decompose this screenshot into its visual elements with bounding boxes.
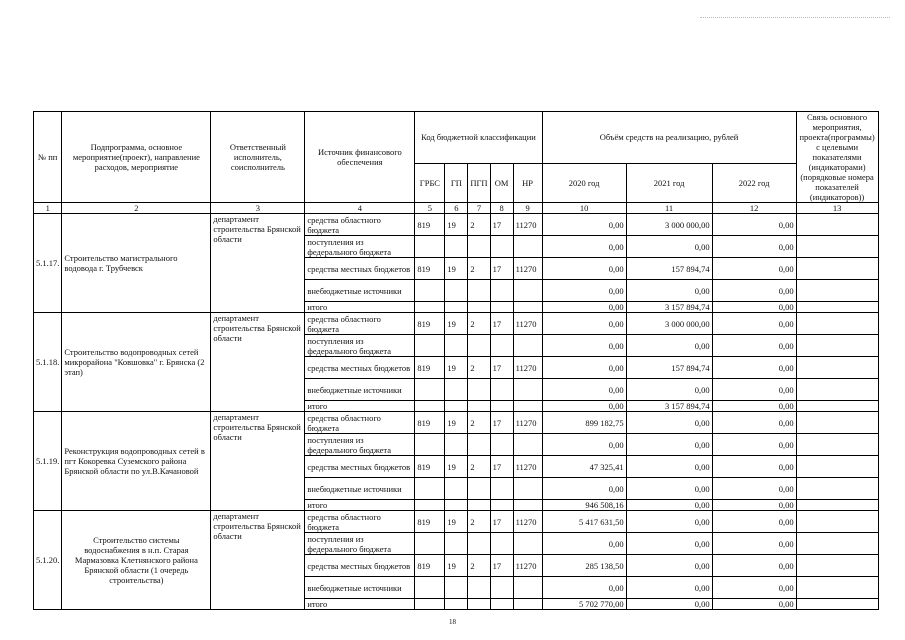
col-number: 5 (415, 203, 445, 214)
row-id: 5.1.20. (34, 511, 62, 610)
value-2022-cell: 0,00 (712, 236, 796, 258)
np-cell (513, 500, 542, 511)
value-2022-cell: 0,00 (712, 280, 796, 302)
gp-cell (445, 577, 468, 599)
om-cell (490, 335, 513, 357)
link-cell (796, 401, 878, 412)
header-num: № пп (34, 112, 62, 203)
pgp-cell: 2 (468, 258, 490, 280)
funding-table (33, 111, 879, 610)
link-cell (796, 500, 878, 511)
link-cell (796, 280, 878, 302)
link-cell (796, 313, 878, 335)
col-number: 3 (211, 203, 305, 214)
value-2022-cell: 0,00 (712, 214, 796, 236)
grbs-cell (415, 335, 445, 357)
value-2022-cell: 0,00 (712, 511, 796, 533)
value-2021-cell: 157 894,74 (626, 357, 712, 379)
pgp-cell (468, 379, 490, 401)
grbs-cell (415, 533, 445, 555)
value-2022-cell: 0,00 (712, 412, 796, 434)
table-row (34, 412, 879, 434)
link-cell (796, 379, 878, 401)
col-number: 10 (542, 203, 626, 214)
value-2022-cell: 0,00 (712, 434, 796, 456)
source-cell: внебюджетные источники (305, 379, 415, 401)
gp-cell (445, 434, 468, 456)
source-cell: итого (305, 401, 415, 412)
link-cell (796, 533, 878, 555)
value-2022-cell: 0,00 (712, 357, 796, 379)
om-cell: 17 (490, 357, 513, 379)
value-2020-cell: 0,00 (542, 577, 626, 599)
om-cell (490, 379, 513, 401)
header-om: ОМ (490, 163, 513, 202)
value-2020-cell: 0,00 (542, 313, 626, 335)
source-cell: средства местных бюджетов (305, 555, 415, 577)
source-cell: итого (305, 500, 415, 511)
om-cell (490, 236, 513, 258)
grbs-cell (415, 236, 445, 258)
np-cell (513, 599, 542, 610)
value-2020-cell: 0,00 (542, 533, 626, 555)
value-2022-cell: 0,00 (712, 302, 796, 313)
grbs-cell: 819 (415, 555, 445, 577)
om-cell (490, 577, 513, 599)
om-cell (490, 280, 513, 302)
header-link: Связь основного мероприятия, проекта(программы) с целевыми показателями (индикаторами) (порядковые номера показателей (индикаторов)) (796, 112, 878, 203)
gp-cell (445, 401, 468, 412)
np-cell (513, 302, 542, 313)
value-2022-cell: 0,00 (712, 379, 796, 401)
source-cell: средства местных бюджетов (305, 258, 415, 280)
program-name: Строительство магистрального водовода г. Трубчевск (62, 214, 211, 313)
program-name: Строительство водопроводных сетей микрорайона "Ковшовка" г. Брянска (2 этап) (62, 313, 211, 412)
grbs-cell (415, 379, 445, 401)
value-2021-cell: 0,00 (626, 379, 712, 401)
link-cell (796, 412, 878, 434)
responsible: департамент строительства Брянской области (211, 511, 305, 610)
link-cell (796, 335, 878, 357)
source-cell: поступления из федерального бюджета (305, 335, 415, 357)
value-2021-cell: 0,00 (626, 456, 712, 478)
np-cell: 11270 (513, 357, 542, 379)
grbs-cell (415, 302, 445, 313)
grbs-cell (415, 478, 445, 500)
responsible: департамент строительства Брянской области (211, 214, 305, 313)
np-cell (513, 379, 542, 401)
gp-cell (445, 533, 468, 555)
value-2020-cell: 0,00 (542, 302, 626, 313)
link-cell (796, 555, 878, 577)
value-2020-cell: 0,00 (542, 434, 626, 456)
pgp-cell: 2 (468, 555, 490, 577)
grbs-cell: 819 (415, 456, 445, 478)
header-2020: 2020 год (542, 163, 626, 202)
om-cell: 17 (490, 258, 513, 280)
header-gp: ГП (445, 163, 468, 202)
col-number: 12 (712, 203, 796, 214)
value-2022-cell: 0,00 (712, 478, 796, 500)
value-2020-cell: 5 702 770,00 (542, 599, 626, 610)
source-cell: итого (305, 302, 415, 313)
om-cell (490, 302, 513, 313)
row-id: 5.1.17. (34, 214, 62, 313)
om-cell (490, 401, 513, 412)
value-2020-cell: 0,00 (542, 401, 626, 412)
col-number: 4 (305, 203, 415, 214)
pgp-cell: 2 (468, 511, 490, 533)
pgp-cell: 2 (468, 412, 490, 434)
gp-cell (445, 302, 468, 313)
value-2022-cell: 0,00 (712, 577, 796, 599)
np-cell (513, 280, 542, 302)
gp-cell: 19 (445, 313, 468, 335)
pgp-cell (468, 533, 490, 555)
link-cell (796, 478, 878, 500)
gp-cell: 19 (445, 555, 468, 577)
om-cell: 17 (490, 456, 513, 478)
header-program: Подпрограмма, основное мероприятие(проект), направление расходов, мероприятие (62, 112, 211, 203)
gp-cell: 19 (445, 456, 468, 478)
value-2020-cell: 0,00 (542, 335, 626, 357)
np-cell: 11270 (513, 412, 542, 434)
grbs-cell (415, 500, 445, 511)
link-cell (796, 456, 878, 478)
pgp-cell (468, 434, 490, 456)
np-cell (513, 434, 542, 456)
source-cell: внебюджетные источники (305, 280, 415, 302)
header-responsible: Ответственный исполнитель, соисполнитель (211, 112, 305, 203)
col-number: 7 (468, 203, 490, 214)
om-cell (490, 500, 513, 511)
header-rule (700, 17, 890, 18)
np-cell (513, 236, 542, 258)
pgp-cell (468, 577, 490, 599)
value-2020-cell: 899 182,75 (542, 412, 626, 434)
source-cell: средства местных бюджетов (305, 357, 415, 379)
value-2021-cell: 157 894,74 (626, 258, 712, 280)
col-number: 13 (796, 203, 878, 214)
program-name: Реконструкция водопроводных сетей в пгт Кокоревка Суземского района Брянской области по ул.В.Качановой (62, 412, 211, 511)
link-cell (796, 236, 878, 258)
source-cell: средства областного бюджета (305, 412, 415, 434)
col-number: 8 (490, 203, 513, 214)
gp-cell: 19 (445, 357, 468, 379)
pgp-cell (468, 478, 490, 500)
om-cell: 17 (490, 412, 513, 434)
value-2021-cell: 0,00 (626, 555, 712, 577)
value-2020-cell: 5 417 631,50 (542, 511, 626, 533)
col-number: 6 (445, 203, 468, 214)
np-cell: 11270 (513, 258, 542, 280)
grbs-cell (415, 599, 445, 610)
value-2021-cell: 0,00 (626, 280, 712, 302)
gp-cell (445, 335, 468, 357)
pgp-cell (468, 599, 490, 610)
header-volume: Объём средств на реализацию, рублей (542, 112, 796, 164)
np-cell: 11270 (513, 456, 542, 478)
om-cell (490, 478, 513, 500)
value-2020-cell: 285 138,50 (542, 555, 626, 577)
pgp-cell: 2 (468, 313, 490, 335)
responsible: департамент строительства Брянской области (211, 313, 305, 412)
gp-cell (445, 599, 468, 610)
value-2022-cell: 0,00 (712, 258, 796, 280)
value-2021-cell: 3 000 000,00 (626, 214, 712, 236)
np-cell: 11270 (513, 511, 542, 533)
value-2021-cell: 0,00 (626, 599, 712, 610)
header-np: НР (513, 163, 542, 202)
table-row (34, 313, 879, 335)
link-cell (796, 577, 878, 599)
value-2022-cell: 0,00 (712, 533, 796, 555)
gp-cell: 19 (445, 214, 468, 236)
value-2021-cell: 3 157 894,74 (626, 302, 712, 313)
value-2022-cell: 0,00 (712, 313, 796, 335)
np-cell (513, 478, 542, 500)
np-cell (513, 401, 542, 412)
om-cell: 17 (490, 511, 513, 533)
source-cell: средства областного бюджета (305, 511, 415, 533)
table-row (34, 214, 879, 236)
gp-cell (445, 500, 468, 511)
value-2021-cell: 0,00 (626, 236, 712, 258)
header-grbs: ГРБС (415, 163, 445, 202)
link-cell (796, 434, 878, 456)
value-2020-cell: 0,00 (542, 478, 626, 500)
gp-cell: 19 (445, 511, 468, 533)
source-cell: поступления из федерального бюджета (305, 236, 415, 258)
pgp-cell (468, 335, 490, 357)
link-cell (796, 214, 878, 236)
row-id: 5.1.19. (34, 412, 62, 511)
om-cell: 17 (490, 555, 513, 577)
value-2020-cell: 0,00 (542, 379, 626, 401)
np-cell (513, 533, 542, 555)
om-cell: 17 (490, 214, 513, 236)
value-2020-cell: 0,00 (542, 258, 626, 280)
source-cell: поступления из федерального бюджета (305, 533, 415, 555)
header-2021: 2021 год (626, 163, 712, 202)
gp-cell (445, 478, 468, 500)
pgp-cell (468, 302, 490, 313)
value-2021-cell: 0,00 (626, 412, 712, 434)
om-cell (490, 434, 513, 456)
grbs-cell (415, 280, 445, 302)
header-pgp: ПГП (468, 163, 490, 202)
gp-cell: 19 (445, 412, 468, 434)
np-cell: 11270 (513, 313, 542, 335)
source-cell: средства областного бюджета (305, 214, 415, 236)
source-cell: внебюджетные источники (305, 478, 415, 500)
value-2022-cell: 0,00 (712, 401, 796, 412)
link-cell (796, 302, 878, 313)
value-2020-cell: 0,00 (542, 357, 626, 379)
source-cell: внебюджетные источники (305, 577, 415, 599)
gp-cell (445, 280, 468, 302)
header-sources: Источник финансового обеспечения (305, 112, 415, 203)
col-number: 9 (513, 203, 542, 214)
np-cell: 11270 (513, 214, 542, 236)
np-cell (513, 335, 542, 357)
column-numbers-row (34, 203, 879, 214)
grbs-cell: 819 (415, 258, 445, 280)
value-2021-cell: 3 157 894,74 (626, 401, 712, 412)
header-2022: 2022 год (712, 163, 796, 202)
pgp-cell: 2 (468, 357, 490, 379)
row-id: 5.1.18. (34, 313, 62, 412)
grbs-cell: 819 (415, 214, 445, 236)
source-cell: средства областного бюджета (305, 313, 415, 335)
value-2020-cell: 946 508,16 (542, 500, 626, 511)
value-2021-cell: 0,00 (626, 511, 712, 533)
header-budget-code: Код бюджетной классификации (415, 112, 542, 164)
pgp-cell (468, 500, 490, 511)
om-cell (490, 533, 513, 555)
grbs-cell: 819 (415, 357, 445, 379)
link-cell (796, 357, 878, 379)
grbs-cell: 819 (415, 511, 445, 533)
om-cell: 17 (490, 313, 513, 335)
gp-cell: 19 (445, 258, 468, 280)
source-cell: средства местных бюджетов (305, 456, 415, 478)
value-2021-cell: 0,00 (626, 434, 712, 456)
gp-cell (445, 236, 468, 258)
program-name: Строительство системы водоснабжения в н.п. Старая Мармазовка Клетнянского района Брянской области (1 очередь строительства) (62, 511, 211, 610)
grbs-cell (415, 401, 445, 412)
value-2022-cell: 0,00 (712, 335, 796, 357)
pgp-cell (468, 236, 490, 258)
value-2022-cell: 0,00 (712, 599, 796, 610)
value-2022-cell: 0,00 (712, 456, 796, 478)
pgp-cell: 2 (468, 456, 490, 478)
link-cell (796, 258, 878, 280)
value-2021-cell: 0,00 (626, 335, 712, 357)
value-2021-cell: 3 000 000,00 (626, 313, 712, 335)
value-2022-cell: 0,00 (712, 500, 796, 511)
grbs-cell (415, 577, 445, 599)
value-2020-cell: 47 325,41 (542, 456, 626, 478)
pgp-cell: 2 (468, 214, 490, 236)
col-number: 2 (62, 203, 211, 214)
value-2020-cell: 0,00 (542, 214, 626, 236)
col-number: 1 (34, 203, 62, 214)
value-2021-cell: 0,00 (626, 533, 712, 555)
grbs-cell (415, 434, 445, 456)
responsible: департамент строительства Брянской области (211, 412, 305, 511)
table-row (34, 511, 879, 533)
page-number: 18 (449, 618, 456, 626)
np-cell (513, 577, 542, 599)
om-cell (490, 599, 513, 610)
source-cell: итого (305, 599, 415, 610)
grbs-cell: 819 (415, 313, 445, 335)
value-2021-cell: 0,00 (626, 500, 712, 511)
value-2020-cell: 0,00 (542, 280, 626, 302)
value-2021-cell: 0,00 (626, 478, 712, 500)
link-cell (796, 511, 878, 533)
np-cell: 11270 (513, 555, 542, 577)
pgp-cell (468, 280, 490, 302)
link-cell (796, 599, 878, 610)
gp-cell (445, 379, 468, 401)
col-number: 11 (626, 203, 712, 214)
value-2020-cell: 0,00 (542, 236, 626, 258)
grbs-cell: 819 (415, 412, 445, 434)
value-2021-cell: 0,00 (626, 577, 712, 599)
pgp-cell (468, 401, 490, 412)
value-2022-cell: 0,00 (712, 555, 796, 577)
source-cell: поступления из федерального бюджета (305, 434, 415, 456)
